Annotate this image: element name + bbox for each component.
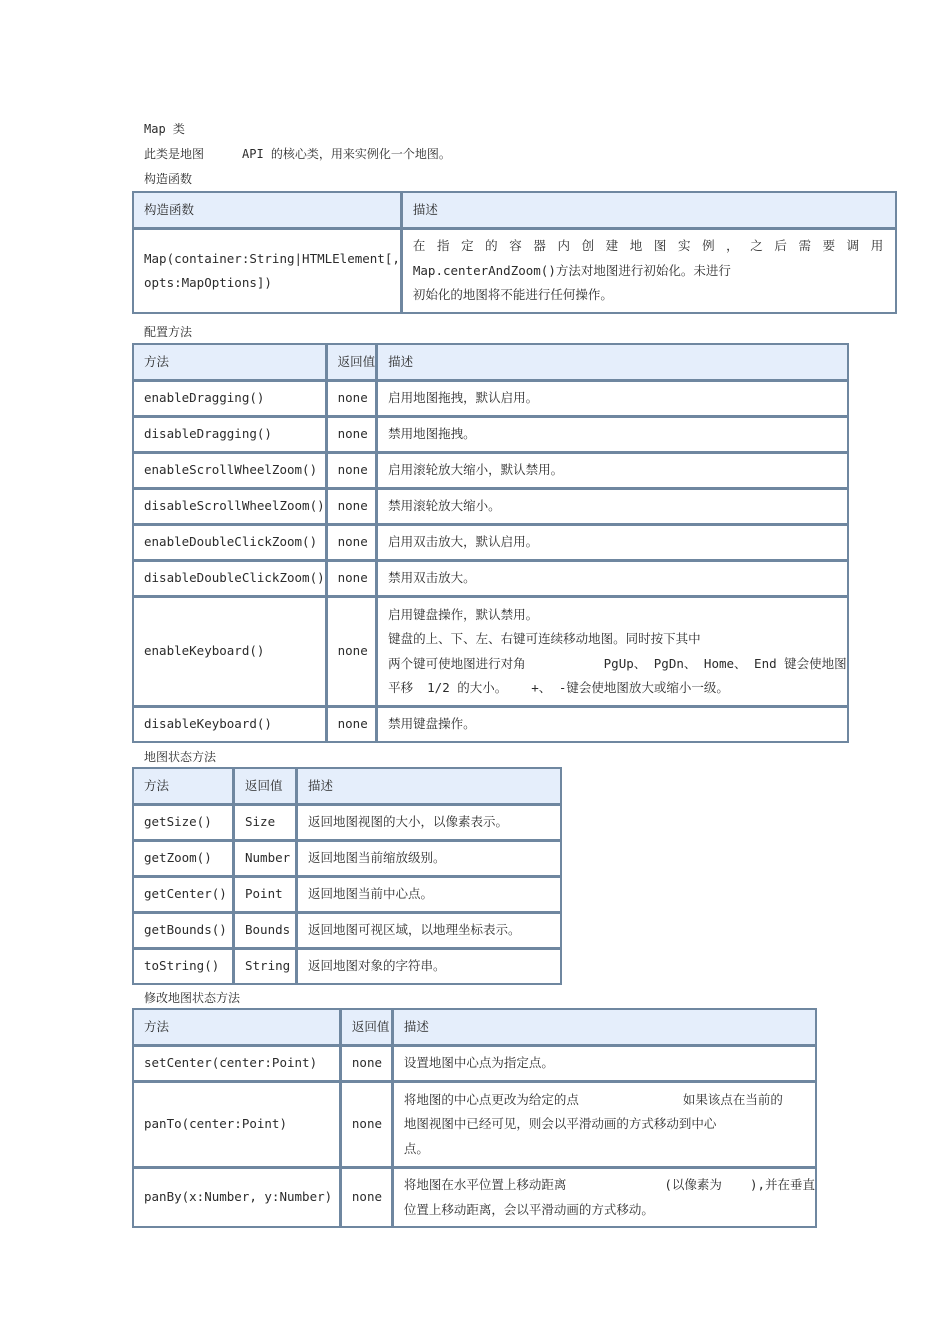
- return-type: none: [326, 452, 377, 488]
- method-name: enableScrollWheelZoom(): [133, 452, 326, 488]
- method-description: 启用地图拖拽，默认启用。: [376, 380, 848, 416]
- method-description: 返回地图可视区域，以地理坐标表示。: [296, 912, 561, 948]
- state-methods-table: [132, 767, 562, 985]
- description-line-1-part-c: ),并在垂直: [749, 1177, 815, 1192]
- return-type: none: [340, 1045, 392, 1081]
- header-description: 描述: [392, 1009, 816, 1045]
- table-row: [133, 1081, 816, 1167]
- table-header-row: [133, 344, 848, 380]
- table-row: [133, 380, 848, 416]
- return-type: none: [340, 1081, 392, 1167]
- method-name: enableDragging(): [133, 380, 326, 416]
- table-row: [133, 840, 561, 876]
- description-line-3-part-a: 两个键可使地图进行对角: [388, 655, 526, 671]
- description-line-4-part-a: 平移: [388, 680, 414, 695]
- config-section-title: 配置方法: [144, 325, 193, 339]
- table-row: [133, 804, 561, 840]
- method-name: disableScrollWheelZoom(): [133, 488, 326, 524]
- header-method: 方法: [133, 344, 326, 380]
- class-description-tail: API 的核心类，用来实例化一个地图。: [242, 147, 451, 161]
- table-row: [133, 524, 848, 560]
- method-name: getBounds(): [133, 912, 233, 948]
- description-line-1: 启用键盘操作，默认禁用。: [388, 606, 539, 622]
- table-row: [133, 560, 848, 596]
- constructor-description: [401, 228, 896, 313]
- description-line-2: 键盘的上、下、左、右键可连续移动地图。同时按下其中: [388, 631, 701, 646]
- table-row: [133, 488, 848, 524]
- return-type: Point: [233, 876, 296, 912]
- description-line-1: 在指定的容器内创建地图实例，之后需要调用: [412, 238, 895, 254]
- description-line-3: 点。: [403, 1140, 429, 1156]
- table-row: [133, 416, 848, 452]
- header-return: 返回值: [233, 768, 296, 804]
- method-description: 返回地图对象的字符串。: [296, 948, 561, 984]
- method-name: disableDoubleClickZoom(): [133, 560, 326, 596]
- method-description: 启用滚轮放大缩小，默认禁用。: [376, 452, 848, 488]
- method-description: 启用双击放大，默认启用。: [376, 524, 848, 560]
- method-name: panBy(x:Number, y:Number): [133, 1167, 340, 1227]
- method-description: 返回地图当前缩放级别。: [296, 840, 561, 876]
- method-name: toString(): [133, 948, 233, 984]
- description-line-1-part-b: 如果该点在当前的: [682, 1091, 783, 1107]
- method-name: disableDragging(): [133, 416, 326, 452]
- method-description: 返回地图视图的大小，以像素表示。: [296, 804, 561, 840]
- table-header-row: [133, 1009, 816, 1045]
- description-line-1: [404, 1173, 815, 1198]
- return-type: String: [233, 948, 296, 984]
- method-description: 禁用键盘操作。: [376, 706, 848, 742]
- description-line-2: 位置上移动距离，会以平滑动画的方式移动。: [403, 1201, 654, 1217]
- table-row: [133, 948, 561, 984]
- class-description-lead: 此类是地图: [144, 147, 205, 161]
- return-type: none: [326, 416, 377, 452]
- table-row: [133, 228, 896, 313]
- constructor-table: [132, 191, 897, 314]
- description-line-1-part-a: 将地图的中心点更改为给定的点: [403, 1091, 579, 1107]
- method-description: [392, 1081, 816, 1167]
- return-type: none: [326, 560, 377, 596]
- return-type: none: [340, 1167, 392, 1227]
- signature-line-2: opts:MapOptions]): [144, 275, 272, 290]
- class-title: Map 类: [144, 122, 185, 136]
- return-type: Bounds: [233, 912, 296, 948]
- table-header-row: [133, 192, 896, 228]
- signature-line-1: Map(container:String|HTMLElement[,: [144, 250, 400, 266]
- description-line-2: 地图视图中已经可见，则会以平滑动画的方式移动到中心: [403, 1116, 717, 1132]
- return-type: none: [326, 706, 377, 742]
- state-section-title: 地图状态方法: [144, 750, 217, 764]
- method-name: enableKeyboard(): [133, 596, 326, 706]
- return-type: Number: [233, 840, 296, 876]
- table-row: [133, 452, 848, 488]
- method-name: setCenter(center:Point): [133, 1045, 340, 1081]
- table-row: [133, 912, 561, 948]
- method-name: panTo(center:Point): [133, 1081, 340, 1167]
- table-header-row: [133, 768, 561, 804]
- method-description: [392, 1167, 816, 1227]
- return-type: none: [326, 524, 377, 560]
- table-row: [133, 876, 561, 912]
- header-constructor: 构造函数: [133, 192, 401, 228]
- table-row: [133, 596, 848, 706]
- description-line-2: Map.centerAndZoom()方法对地图进行初始化。未进行: [412, 262, 731, 278]
- modify-methods-table: [132, 1008, 817, 1228]
- description-line-4-part-c: +、 -键会使地图放大或缩小一级。: [531, 680, 729, 695]
- method-description: [376, 596, 848, 706]
- header-method: 方法: [133, 768, 233, 804]
- description-line-1-part-b: (以像素为: [664, 1177, 722, 1192]
- header-description: 描述: [296, 768, 561, 804]
- return-type: none: [326, 380, 377, 416]
- class-description: [144, 147, 451, 161]
- table-row: [133, 1167, 816, 1227]
- description-line-3: [388, 652, 847, 677]
- method-description: 返回地图当前中心点。: [296, 876, 561, 912]
- method-description: 禁用滚轮放大缩小。: [376, 488, 848, 524]
- return-type: none: [326, 488, 377, 524]
- method-name: disableKeyboard(): [133, 706, 326, 742]
- modify-section-title: 修改地图状态方法: [144, 991, 241, 1005]
- constructor-section-title: 构造函数: [144, 172, 193, 186]
- description-line-1: [404, 1088, 815, 1113]
- header-description: 描述: [376, 344, 848, 380]
- table-row: [133, 706, 848, 742]
- table-row: [133, 1045, 816, 1081]
- header-description: 描述: [401, 192, 896, 228]
- header-method: 方法: [133, 1009, 340, 1045]
- header-return: 返回值: [326, 344, 377, 380]
- constructor-signature: [133, 228, 401, 313]
- header-return: 返回值: [340, 1009, 392, 1045]
- method-name: enableDoubleClickZoom(): [133, 524, 326, 560]
- method-description: 禁用双击放大。: [376, 560, 848, 596]
- config-methods-table: [132, 343, 849, 743]
- method-name: getZoom(): [133, 840, 233, 876]
- description-line-3: 初始化的地图将不能进行任何操作。: [412, 287, 613, 303]
- method-description: 禁用地图拖拽。: [376, 416, 848, 452]
- method-description: 设置地图中心点为指定点。: [392, 1045, 816, 1081]
- description-line-4-part-b: 1/2 的大小。: [427, 680, 508, 695]
- return-type: none: [326, 596, 377, 706]
- method-name: getCenter(): [133, 876, 233, 912]
- return-type: Size: [233, 804, 296, 840]
- description-line-3-part-b: PgUp、 PgDn、 Home、 End 键会使地图: [603, 655, 847, 671]
- description-line-1-part-a: 将地图在水平位置上移动距离: [403, 1177, 567, 1192]
- description-line-4: [388, 676, 847, 701]
- method-name: getSize(): [133, 804, 233, 840]
